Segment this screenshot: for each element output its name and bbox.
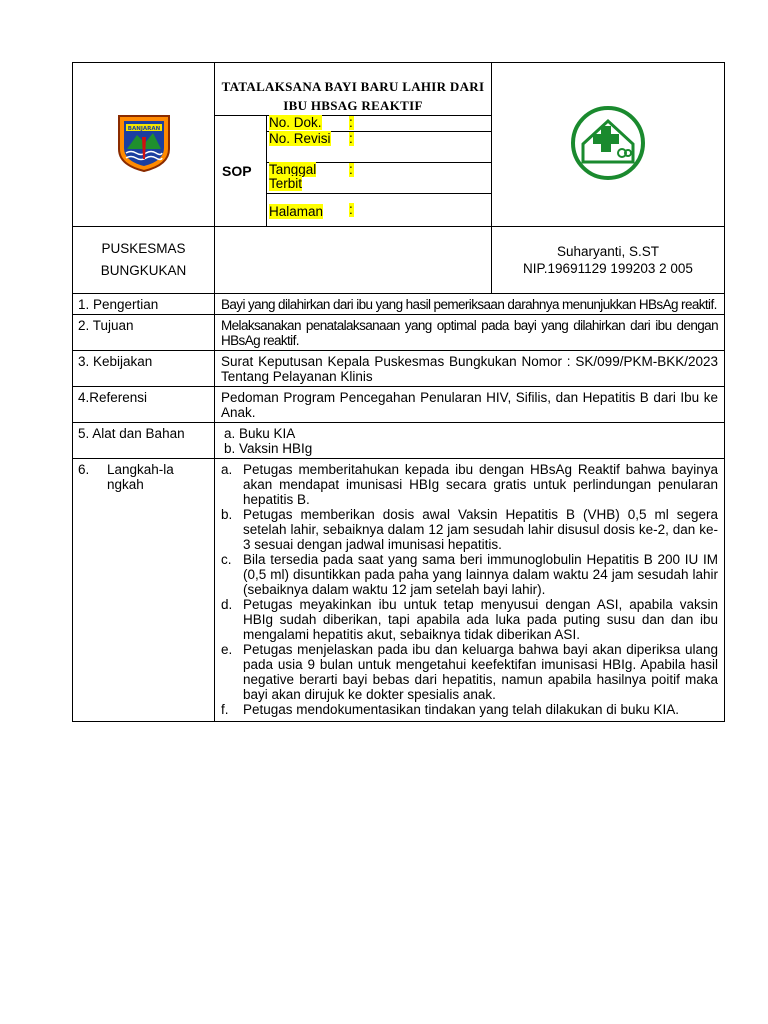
signer-name: Suharyanti, S.ST [556, 244, 660, 259]
sop-body-table [72, 293, 725, 722]
list-item [221, 552, 718, 597]
sop-document [72, 62, 724, 722]
step-text: Petugas mendokumentasikan tindakan yang telah dilakukan di buku KIA. [243, 702, 680, 717]
meta-label-no-dok: No. Dok. [269, 115, 322, 130]
section-text-kebijakan: Surat Keputusan Kepala Puskesmas Bungkukan Nomor : SK/099/PKM-BKK/2023 Tentang Pelayanan Klinis [215, 351, 725, 387]
section-text-referensi: Pedoman Program Pencegahan Penularan HIV, Sifilis, dan Hepatitis B dari Ibu ke Anak. [215, 387, 725, 423]
puskesmas-logo-icon [569, 104, 647, 182]
section-number: 6. [78, 462, 90, 477]
meta-label-halaman: Halaman [269, 204, 324, 219]
section-steps [215, 459, 725, 722]
section-label-langkah [73, 459, 215, 722]
puskesmas-name [73, 227, 215, 294]
section-title: Langkah-langkah [107, 462, 174, 492]
page-title: TATALAKSANA BAYI BARU LAHIR DARI IBU HBSAG REAKTIF [215, 63, 492, 116]
step-marker: e. [221, 642, 233, 657]
step-text: Petugas memberikan dosis awal Vaksin Hepatitis B (VHB) 0,5 ml segera setelah lahir, sebaiknya dalam 12 jam sesudah lahir disusul dosis ke-2, dan ke-3 sesuai dengan jadwal imunisasi hepatitis. [243, 507, 718, 552]
list-item [221, 702, 718, 717]
org-line2: BUNGKUKAN [100, 263, 187, 278]
step-text: Petugas menjelaskan pada ibu dan keluarga bahwa bayi akan diperiksa ulang pada usia 9 bulan untuk mengetahui keefektifan imunisasi HBIg. Apabila hasil negative berarti bayi bebas dari hepatitis, namun apabila hasilnya poitif maka bayi akan dirujuk ke dokter spesialis anak. [243, 642, 718, 702]
section-alat-list [215, 423, 725, 459]
section-label-pengertian: 1. Pengertian [73, 294, 215, 315]
meta-label-tanggal-terbit: Tanggal Terbit [269, 162, 317, 191]
regency-logo-cell [73, 63, 215, 227]
signature-block [492, 227, 725, 294]
puskesmas-logo-cell [492, 63, 725, 227]
signer-nip: NIP.19691129 199203 2 005 [523, 261, 693, 276]
section-label-alat: 5. Alat dan Bahan [73, 423, 215, 459]
list-item: a. Buku KIA [224, 426, 296, 441]
org-line1: PUSKESMAS [101, 241, 186, 256]
step-text: Bila tersedia pada saat yang sama beri immunoglobulin Hepatitis B 200 IU IM (0,5 ml) disuntikkan pada paha yang lainnya dalam waktu 24 jam sesudah lahir (sebaiknya dalam waktu 12 jam setelah bayi lahir). [243, 552, 718, 597]
document-meta [267, 116, 492, 227]
section-label-referensi: 4.Referensi [73, 387, 215, 423]
step-marker: f. [221, 702, 229, 717]
sop-label: SOP [215, 116, 267, 227]
blank-cell [215, 227, 492, 294]
list-item [221, 642, 718, 702]
list-item [221, 597, 718, 642]
list-item: b. Vaksin HBIg [224, 441, 313, 456]
step-text: Petugas memberitahukan kepada ibu dengan HBsAg Reaktif bahwa bayinya akan mendapat imunisasi HBIg secara gratis untuk perlindungan penularan hepatitis B. [243, 462, 718, 507]
sop-header-table [72, 62, 725, 294]
section-text-tujuan: Melaksanakan penatalaksanaan yang optimal pada bayi yang dilahirkan dari ibu dengan HBsAg reaktif. [215, 315, 725, 351]
step-marker: a. [221, 462, 233, 477]
section-label-tujuan: 2. Tujuan [73, 315, 215, 351]
step-marker: c. [221, 552, 232, 567]
list-item [221, 507, 718, 552]
svg-text:BANJARAN: BANJARAN [127, 126, 160, 132]
step-text: Petugas meyakinkan ibu untuk tetap menyusui dengan ASI, apabila vaksin HBIg sudah diberikan, tapi apabila ada luka pada puting susu dan dan ibu mengalami hepatitis akut, sebaiknya tidak diberikan ASI. [243, 597, 718, 642]
section-label-kebijakan: 3. Kebijakan [73, 351, 215, 387]
step-marker: d. [221, 597, 233, 612]
meta-colon: : [349, 131, 353, 146]
list-item [221, 462, 718, 507]
meta-label-no-revisi: No. Revisi [269, 131, 331, 146]
meta-colon: : [349, 115, 353, 130]
meta-colon: : [349, 162, 353, 177]
regency-crest-icon [115, 113, 173, 173]
section-text-pengertian: Bayi yang dilahirkan dari ibu yang hasil pemeriksaan darahnya menunjukkan HBsAg reaktif. [215, 294, 725, 315]
meta-colon: : [349, 202, 353, 217]
step-marker: b. [221, 507, 233, 522]
